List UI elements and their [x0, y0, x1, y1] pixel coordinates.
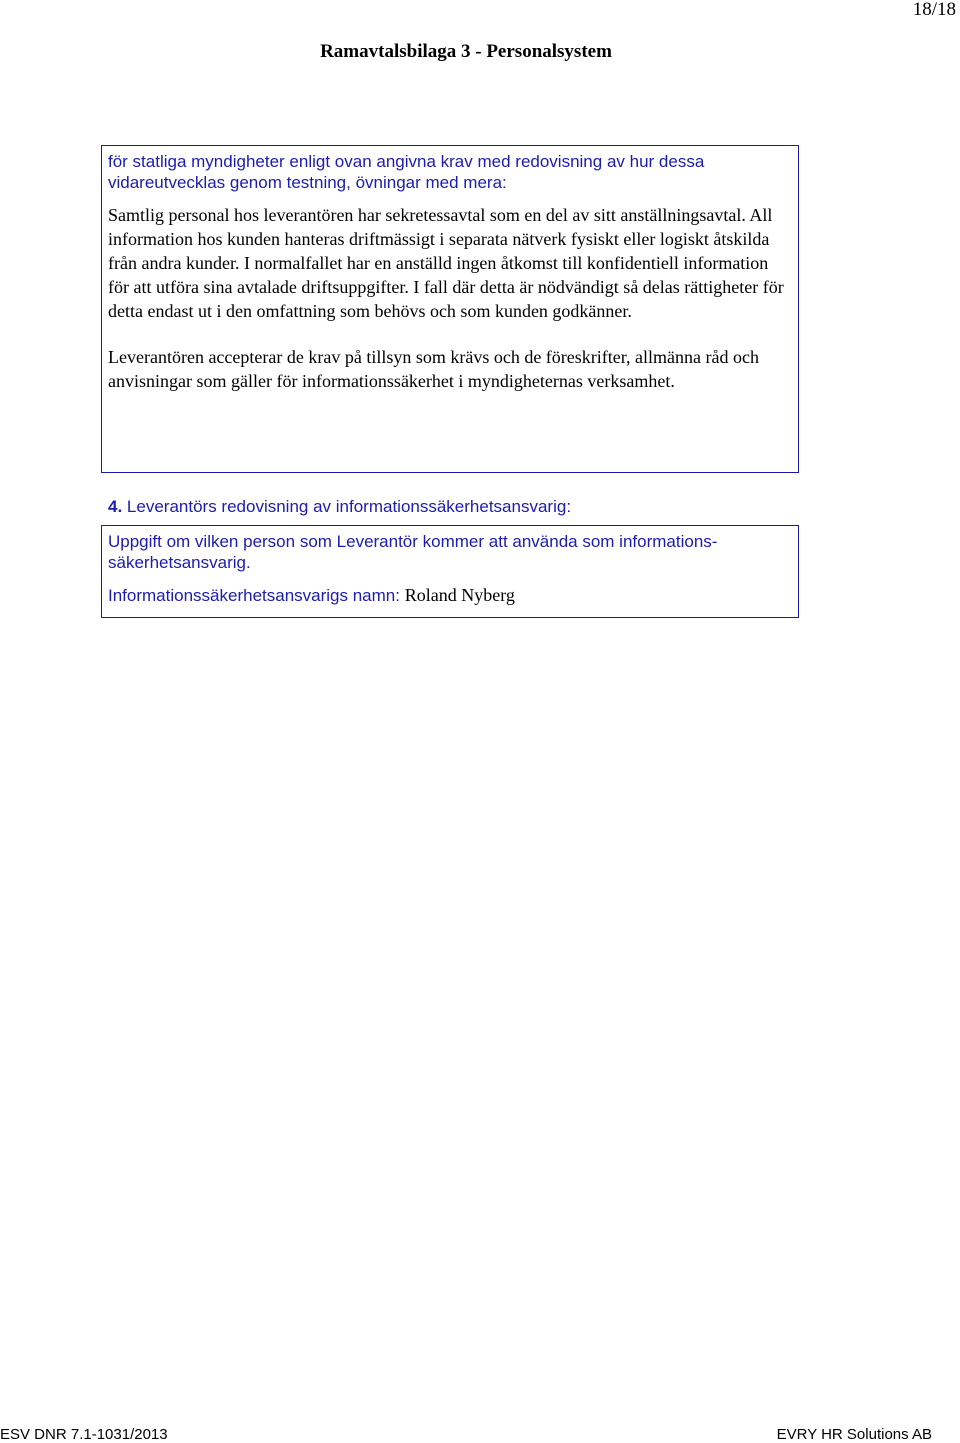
section3-intro-text: för statliga myndigheter enligt ovan angivna krav med redovisning av hur dessa vidareutvecklas genom testning, övningar med mera: — [108, 152, 705, 192]
security-officer-name-value: Roland Nyberg — [404, 585, 515, 605]
security-officer-name-line — [108, 585, 792, 606]
section4-answer-box — [101, 525, 799, 618]
section3-paragraph-1: Samtlig personal hos leverantören har sekretessavtal som en del av sitt anställningsavtal. All information hos kunden hanteras driftmässigt i separata nätverk fysiskt eller logiskt åtskilda från andra kunder. I normalfallet har en anställd ingen åtkomst till konfidentiell information för att utföra sina avtalade driftsuppgifter. I fall där detta är nödvändigt så delas rättigheter för detta endast ut i den omfattning som behövs och som kunden godkänner. — [108, 205, 784, 321]
section3-paragraph-2: Leverantören accepterar de krav på tillsyn som krävs och de föreskrifter, allmänna råd och anvisningar som gäller för informationssäkerhet i myndigheternas verksamhet. — [108, 347, 759, 391]
document-title: Ramavtalsbilaga 3 - Personalsystem — [320, 41, 612, 62]
section4-description: Uppgift om vilken person som Leverantör kommer att använda som informations-säkerhetsansvarig. — [108, 532, 718, 572]
section3-answer-box — [101, 145, 799, 473]
page-number: 18/18 — [912, 0, 956, 20]
footer-reference-number: ESV DNR 7.1-1031/2013 — [0, 1426, 168, 1443]
footer-company-name: EVRY HR Solutions AB — [776, 1426, 932, 1443]
section4-heading-text: Leverantörs redovisning av informationssäkerhetsansvarig: — [126, 497, 572, 516]
section4-number: 4. — [108, 497, 123, 516]
security-officer-name-label: Informationssäkerhetsansvarigs namn: — [108, 586, 400, 605]
section4-heading — [108, 496, 571, 517]
